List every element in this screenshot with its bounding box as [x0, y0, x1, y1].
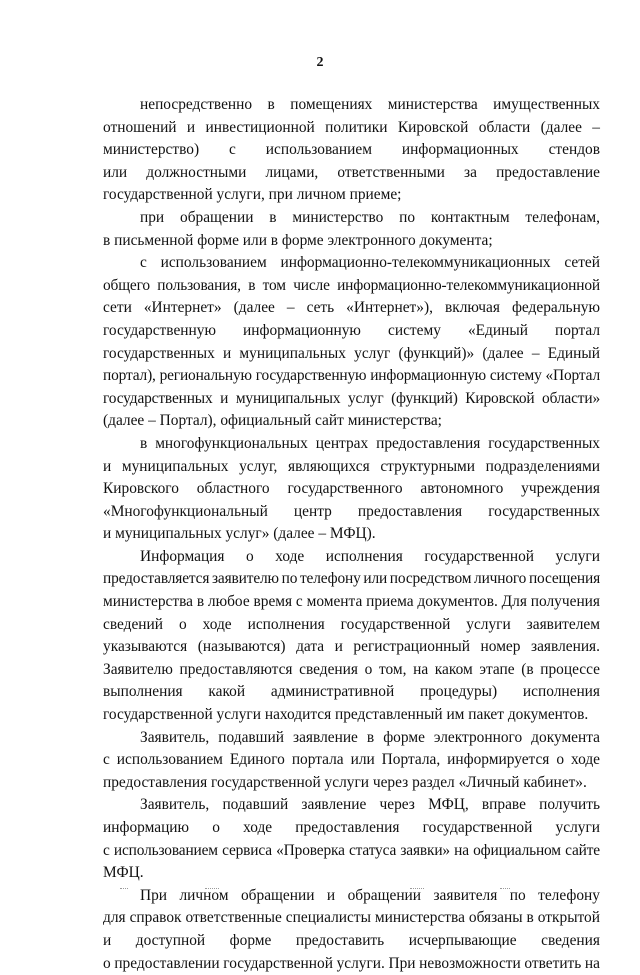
text-line: информацию о ходе предоставления государственной услуги [103, 819, 600, 836]
text-line: и муниципальных услуг» (далее – МФЦ). [103, 525, 376, 543]
text-line: министерства в любое время с момента приема документов. Для получения [103, 593, 600, 611]
text-line: сведений о ходе исполнения государственной услуги заявителем [103, 615, 600, 633]
paragraph-internet [103, 252, 600, 433]
text-line: государственную информационную систему «Единый портал [103, 321, 600, 339]
text-line: с использованием Единого портала или Портала, информируется о ходе [103, 751, 600, 769]
paragraph-personal-request [103, 885, 600, 975]
page-number: 2 [316, 55, 324, 70]
document-body [103, 94, 600, 975]
scan-artifact-mark [205, 888, 219, 890]
text-line: указываются (называются) дата и регистрационный номер заявления. [103, 638, 600, 656]
text-line: для справок ответственные специалисты министерства обязаны в открытой [103, 909, 600, 927]
text-line: (далее – Портал), официальный сайт министерства; [103, 412, 442, 430]
text-line: в многофункциональных центрах предоставления государственных [140, 434, 600, 452]
text-line: сети «Интернет» (далее – сеть «Интернет»), включая федеральную [103, 299, 600, 317]
paragraph-mfc-application [103, 794, 600, 884]
text-line: и муниципальных услуг, являющихся структурными подразделениями [103, 457, 600, 475]
text-line: отношений и инвестиционной политики Кировской области (далее – [103, 118, 600, 136]
text-line: МФЦ. [103, 864, 144, 882]
text-line: предоставляется заявителю по телефону или посредством личного посещения [103, 570, 600, 588]
text-line: выполнения какой административной процедуры) исполнения [103, 683, 600, 701]
paragraph-service-status-info [103, 546, 600, 727]
scan-artifact-mark [500, 888, 510, 890]
text-line: Заявитель, подавший заявление в форме электронного документа [140, 728, 600, 746]
scan-artifact-mark [120, 888, 128, 890]
text-line: и доступной форме предоставить исчерпывающие сведения [103, 931, 600, 949]
paragraph-phone-written [103, 207, 600, 252]
text-line: о предоставлении государственной услуги. При невозможности ответить на [103, 954, 600, 972]
text-line: при обращении в министерство по контактным телефонам, [140, 208, 600, 226]
text-line: Кировского областного государственного автономного учреждения [103, 480, 600, 498]
paragraph-mfc-centers [103, 433, 600, 546]
text-line: с использованием информационно-телекоммуникационных сетей [140, 254, 600, 272]
text-line: в письменной форме или в форме электронного документа; [103, 231, 493, 249]
paragraph-electronic-application [103, 727, 600, 795]
text-line: с использованием сервиса «Проверка статуса заявки» на официальном сайте [103, 841, 600, 859]
text-line: государственных и муниципальных услуг (функций) Кировской области» [103, 389, 600, 407]
text-line: государственной услуги находится представленный им пакет документов. [103, 706, 589, 724]
text-line: государственных и муниципальных услуг (функций)» (далее – Единый [103, 344, 600, 362]
text-line: портал), региональную государственную информационную систему «Портал [103, 367, 600, 385]
text-line: При личном обращении и обращении заявителя по телефону [140, 886, 600, 904]
text-line: Информация о ходе исполнения государственной услуги [140, 547, 600, 565]
scan-artifacts [0, 888, 640, 894]
text-line: общего пользования, в том числе информационно-телекоммуникационной [103, 276, 600, 294]
text-line: непосредственно в помещениях министерства имущественных [140, 96, 600, 113]
text-line: министерство) с использованием информационных стендов [103, 141, 600, 159]
text-line: предоставления государственной услуги через раздел «Личный кабинет». [103, 773, 587, 791]
text-line: «Многофункциональный центр предоставления государственных [103, 502, 600, 520]
scan-artifact-mark [410, 888, 424, 890]
paragraph-info-in-ministry [103, 94, 600, 207]
text-line: Заявитель, подавший заявление через МФЦ, вправе получить [140, 796, 600, 814]
text-line: Заявителю предоставляются сведения о том, на каком этапе (в процессе [103, 660, 600, 678]
text-line: государственной услуги, при личном приеме; [103, 186, 402, 204]
text-line: или должностными лицами, ответственными за предоставление [103, 163, 600, 181]
